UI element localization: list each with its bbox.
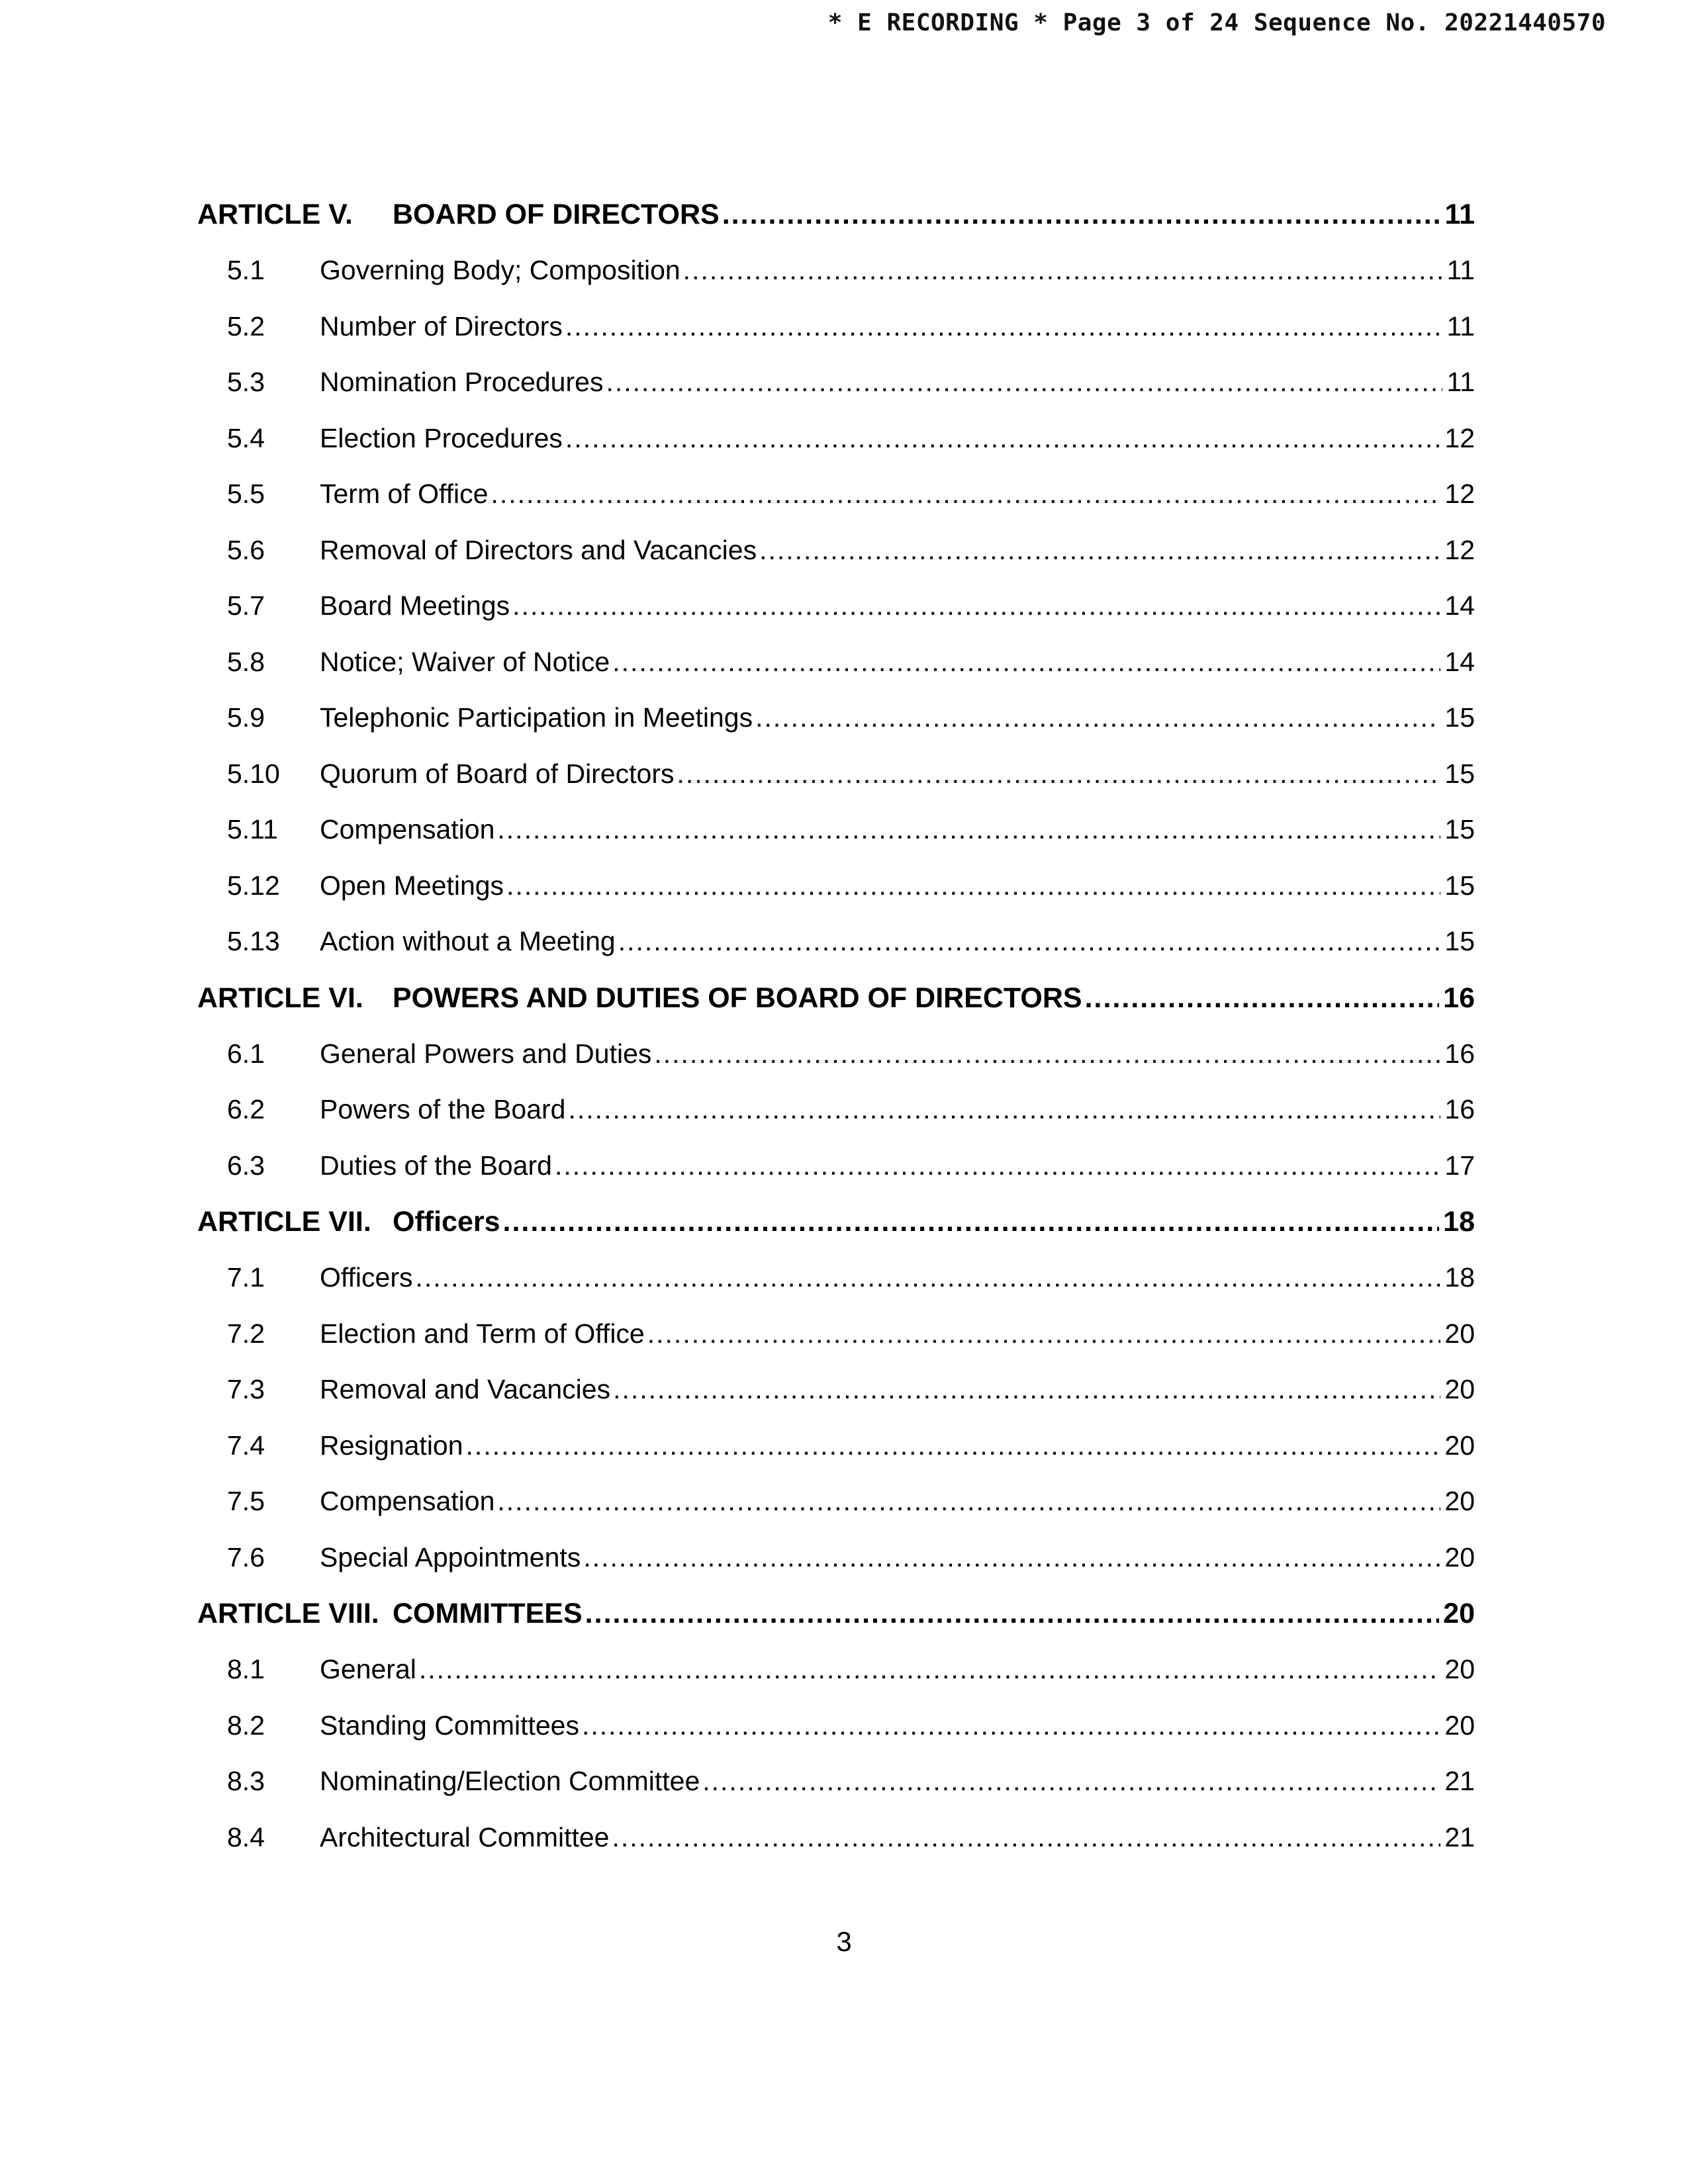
dot-leader bbox=[702, 1766, 1440, 1797]
toc-entry-page: 20 bbox=[1444, 1318, 1475, 1349]
toc-entry-number: 5.12 bbox=[227, 870, 280, 901]
dot-leader bbox=[722, 199, 1441, 231]
toc-entry-title: Removal and Vacancies bbox=[320, 1374, 611, 1404]
toc-entry-title: Compensation bbox=[320, 814, 495, 844]
toc-entry-page: 12 bbox=[1444, 422, 1475, 453]
toc-entry-number: 5.11 bbox=[227, 814, 278, 844]
toc-section-row bbox=[197, 535, 1475, 591]
toc-article-row bbox=[197, 1598, 1475, 1654]
toc-entry-page: 11 bbox=[1446, 255, 1475, 285]
toc-section-row bbox=[197, 1262, 1475, 1318]
toc-entry-page: 21 bbox=[1444, 1766, 1475, 1796]
toc-section-row bbox=[197, 590, 1475, 647]
toc-section-row bbox=[197, 1374, 1475, 1430]
toc-entry-number: 5.7 bbox=[227, 590, 265, 621]
toc-entry-title: Nominating/Election Committee bbox=[320, 1766, 700, 1796]
dot-leader bbox=[647, 1318, 1441, 1349]
toc-section-row bbox=[197, 814, 1475, 870]
toc-entry-page: 11 bbox=[1446, 310, 1475, 341]
toc-section-row bbox=[197, 1542, 1475, 1598]
toc-entry-title: Quorum of Board of Directors bbox=[320, 758, 675, 789]
toc-section-row bbox=[197, 1486, 1475, 1542]
toc-entry-title: Architectural Committee bbox=[320, 1821, 610, 1852]
toc-section-row bbox=[197, 1822, 1475, 1878]
toc-entry-number: 6.3 bbox=[227, 1150, 265, 1181]
toc-section-row bbox=[197, 758, 1475, 815]
dot-leader bbox=[503, 1206, 1440, 1238]
toc-entry-number: 6.2 bbox=[227, 1094, 265, 1124]
toc-section-row bbox=[197, 1766, 1475, 1822]
toc-section-row bbox=[197, 702, 1475, 758]
toc-section-row bbox=[197, 1654, 1475, 1710]
toc-entry-title: Open Meetings bbox=[320, 870, 504, 901]
toc-entry-page: 20 bbox=[1443, 1598, 1475, 1629]
toc-entry-number: 7.5 bbox=[227, 1486, 265, 1516]
dot-leader bbox=[755, 702, 1440, 733]
toc-entry-page: 15 bbox=[1444, 870, 1475, 901]
dot-leader bbox=[654, 1038, 1440, 1069]
toc-entry-number: 5.9 bbox=[227, 702, 265, 733]
toc-entry-title: COMMITTEES bbox=[393, 1598, 583, 1629]
toc-entry-page: 20 bbox=[1444, 1486, 1475, 1516]
toc-entry-page: 20 bbox=[1444, 1430, 1475, 1461]
toc-entry-number: 6.1 bbox=[227, 1038, 265, 1069]
toc-entry-page: 15 bbox=[1444, 926, 1475, 956]
dot-leader bbox=[565, 311, 1443, 342]
dot-leader bbox=[497, 1486, 1440, 1517]
toc-entry-title: Removal of Directors and Vacancies bbox=[320, 534, 757, 565]
toc-entry-page: 18 bbox=[1444, 1262, 1475, 1293]
toc-entry-title: General Powers and Duties bbox=[320, 1038, 652, 1069]
toc-entry-title: POWERS AND DUTIES OF BOARD OF DIRECTORS bbox=[393, 981, 1082, 1014]
toc-entry-title: Board Meetings bbox=[320, 590, 510, 621]
dot-leader bbox=[512, 590, 1440, 621]
toc-entry-title: Notice; Waiver of Notice bbox=[320, 646, 610, 677]
toc-entry-title: Standing Committees bbox=[320, 1709, 579, 1741]
toc-entry-number: 5.8 bbox=[227, 646, 265, 677]
toc-entry-number: 7.2 bbox=[227, 1318, 265, 1349]
toc-entry-page: 16 bbox=[1444, 1094, 1475, 1124]
toc-section-row bbox=[197, 423, 1475, 479]
dot-leader bbox=[416, 1262, 1441, 1293]
toc-entry-page: 12 bbox=[1444, 534, 1475, 565]
dot-leader bbox=[1085, 982, 1440, 1015]
toc-entry-page: 20 bbox=[1444, 1374, 1475, 1404]
toc-entry-number: 5.6 bbox=[227, 534, 265, 565]
toc-entry-number: 7.1 bbox=[227, 1262, 265, 1293]
toc-entry-page: 20 bbox=[1444, 1541, 1475, 1572]
toc-entry-page: 21 bbox=[1444, 1821, 1475, 1852]
table-of-contents bbox=[197, 199, 1475, 1878]
toc-entry-page: 20 bbox=[1444, 1654, 1475, 1684]
toc-entry-number: 7.3 bbox=[227, 1374, 265, 1404]
recording-header: * E RECORDING * Page 3 of 24 Sequence No. 20221440570 bbox=[827, 9, 1606, 36]
toc-article-row bbox=[197, 199, 1475, 255]
toc-entry-page: 15 bbox=[1444, 702, 1475, 733]
toc-article-row bbox=[197, 982, 1475, 1038]
dot-leader bbox=[491, 478, 1440, 510]
toc-entry-number: 5.4 bbox=[227, 422, 265, 453]
toc-entry-page: 15 bbox=[1444, 758, 1475, 789]
toc-entry-page: 15 bbox=[1444, 814, 1475, 844]
toc-section-row bbox=[197, 311, 1475, 367]
dot-leader bbox=[568, 1094, 1440, 1125]
toc-section-row bbox=[197, 367, 1475, 423]
toc-entry-page: 18 bbox=[1443, 1206, 1475, 1238]
toc-section-row bbox=[197, 1038, 1475, 1095]
dot-leader bbox=[612, 647, 1440, 678]
toc-section-row bbox=[197, 926, 1475, 982]
toc-entry-title: Election and Term of Office bbox=[320, 1318, 645, 1349]
toc-entry-page: 11 bbox=[1446, 367, 1475, 397]
toc-entry-title: Officers bbox=[320, 1262, 413, 1293]
toc-entry-page: 17 bbox=[1444, 1150, 1475, 1181]
toc-entry-number: ARTICLE V. bbox=[197, 199, 353, 230]
dot-leader bbox=[612, 1822, 1440, 1853]
toc-section-row bbox=[197, 1150, 1475, 1206]
toc-entry-number: 8.4 bbox=[227, 1821, 265, 1852]
toc-entry-number: ARTICLE VII. bbox=[197, 1206, 371, 1238]
toc-entry-number: 5.3 bbox=[227, 367, 265, 397]
toc-entry-page: 14 bbox=[1444, 646, 1475, 677]
toc-entry-title: Compensation bbox=[320, 1486, 495, 1516]
page-number: 3 bbox=[836, 1926, 852, 1957]
toc-section-row bbox=[197, 1710, 1475, 1766]
dot-leader bbox=[677, 758, 1440, 790]
toc-entry-number: 7.6 bbox=[227, 1541, 265, 1572]
toc-entry-page: 11 bbox=[1444, 199, 1475, 230]
toc-section-row bbox=[197, 1430, 1475, 1486]
dot-leader bbox=[466, 1430, 1441, 1461]
toc-entry-page: 14 bbox=[1444, 590, 1475, 621]
toc-section-row bbox=[197, 1094, 1475, 1150]
toc-section-row bbox=[197, 870, 1475, 927]
toc-entry-number: 8.2 bbox=[227, 1709, 265, 1741]
toc-entry-title: Governing Body; Composition bbox=[320, 255, 680, 285]
toc-entry-title: Election Procedures bbox=[320, 422, 563, 453]
dot-leader bbox=[606, 367, 1442, 398]
toc-entry-page: 16 bbox=[1444, 1038, 1475, 1069]
dot-leader bbox=[555, 1150, 1440, 1181]
toc-entry-title: Powers of the Board bbox=[320, 1094, 566, 1124]
toc-entry-title: Term of Office bbox=[320, 478, 489, 509]
toc-entry-title: Officers bbox=[393, 1206, 500, 1238]
toc-entry-title: Nomination Procedures bbox=[320, 367, 604, 397]
toc-entry-title: Number of Directors bbox=[320, 310, 563, 341]
toc-entry-number: 5.2 bbox=[227, 310, 265, 341]
toc-article-row bbox=[197, 1206, 1475, 1262]
toc-entry-number: 7.4 bbox=[227, 1430, 265, 1461]
toc-entry-title: Telephonic Participation in Meetings bbox=[320, 702, 753, 733]
toc-entry-title: Resignation bbox=[320, 1430, 463, 1461]
dot-leader bbox=[565, 423, 1440, 454]
toc-entry-page: 12 bbox=[1444, 478, 1475, 509]
toc-section-row bbox=[197, 478, 1475, 535]
toc-entry-number: ARTICLE VIII. bbox=[197, 1598, 379, 1629]
toc-entry-title: General bbox=[320, 1654, 416, 1684]
dot-leader bbox=[582, 1710, 1440, 1741]
toc-entry-number: 5.13 bbox=[227, 926, 280, 956]
toc-entry-number: 8.1 bbox=[227, 1654, 265, 1684]
dot-leader bbox=[683, 255, 1443, 286]
toc-entry-number: 5.10 bbox=[227, 758, 280, 789]
dot-leader bbox=[419, 1654, 1441, 1685]
toc-section-row bbox=[197, 647, 1475, 703]
toc-entry-title: Duties of the Board bbox=[320, 1150, 552, 1181]
toc-entry-title: Action without a Meeting bbox=[320, 926, 616, 956]
toc-entry-page: 20 bbox=[1444, 1709, 1475, 1741]
toc-entry-number: 5.5 bbox=[227, 478, 265, 509]
toc-entry-title: BOARD OF DIRECTORS bbox=[393, 199, 720, 230]
toc-entry-number: 5.1 bbox=[227, 255, 265, 285]
toc-section-row bbox=[197, 1318, 1475, 1375]
dot-leader bbox=[585, 1598, 1439, 1630]
toc-entry-number: ARTICLE VI. bbox=[197, 981, 363, 1014]
toc-section-row bbox=[197, 255, 1475, 311]
dot-leader bbox=[613, 1374, 1440, 1405]
dot-leader bbox=[583, 1542, 1440, 1573]
dot-leader bbox=[497, 814, 1440, 845]
toc-entry-page: 16 bbox=[1443, 981, 1475, 1014]
dot-leader bbox=[506, 870, 1440, 901]
dot-leader bbox=[759, 535, 1440, 566]
toc-entry-title: Special Appointments bbox=[320, 1541, 581, 1572]
toc-entry-number: 8.3 bbox=[227, 1766, 265, 1796]
dot-leader bbox=[618, 926, 1441, 957]
